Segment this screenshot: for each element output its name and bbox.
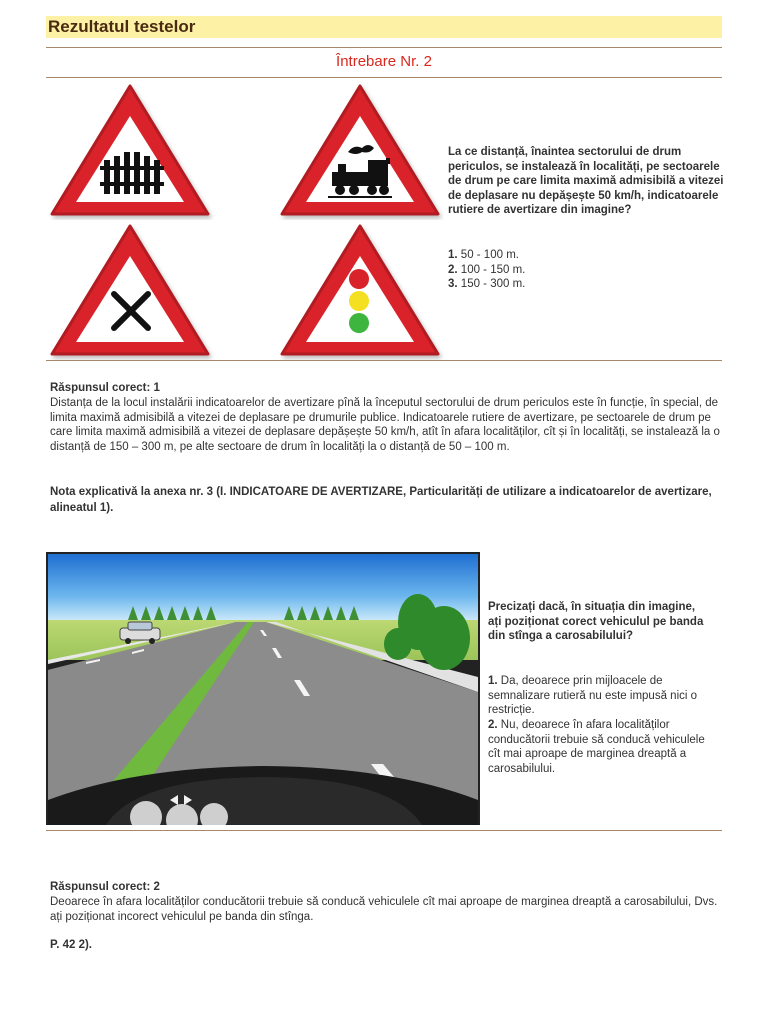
explanation-text: Distanța de la locul instalării indicatoarelor de avertizare pînă la începutul sectorului de drum periculos este în funcție, în special, de limita maximă admisibilă a vitezei de deplasare pe drumurile publice. Indicatoarele rutiere de avertizare, pe sectoarele de drum pe care limita maximă admisibilă a vitezei de deplasare depășește 50 km/h, atît în afara localităților, cît și în localități, se instalează la o distanță de 150 – 300 m, pe alte sectoare de drum în localități la o distanță de 50 – 100 m.: [50, 397, 720, 453]
railway-crossing-without-barrier-sign: [276, 80, 444, 220]
question-text: Precizați dacă, în situația din imagine, ați poziționat corect vehiculul pe banda din stînga a carosabilului?: [488, 601, 704, 643]
road-scene-image: [46, 552, 480, 825]
explanatory-note: P. 42 2).: [50, 939, 92, 951]
intersection-sign: [46, 220, 214, 360]
answer-option: 2. 100 - 150 m.: [448, 263, 526, 276]
correct-answer-label: Răspunsul corect: 2: [50, 881, 160, 893]
divider: [46, 360, 722, 361]
divider: [46, 77, 722, 78]
divider: [46, 830, 722, 831]
header-bar: [46, 16, 722, 38]
answer-option: 1. Da, deoarece prin mijloacele de semnalizare rutieră nu este impusă nici o restricție.: [488, 675, 698, 717]
railway-crossing-with-barrier-sign: [46, 80, 214, 220]
answer-option: 1. 50 - 100 m.: [448, 249, 519, 261]
traffic-light-sign: [276, 220, 444, 360]
correct-answer-label: Răspunsul corect: 1: [50, 382, 160, 394]
page-title: Rezultatul testelor: [48, 17, 196, 36]
answer-option: 2. Nu, deoarece în afara localităților conducătorii trebuie să conducă vehiculele cît mai aproape de marginea dreaptă a carosabilului.: [488, 719, 705, 775]
answer-list: [448, 248, 525, 292]
question-text: La ce distanță, înaintea sectorului de drum periculos, se instalează în localități, pe sectoarele de drum pe care limita maximă admisibilă a vitezei de deplasare nu depășește 50 km/h, indicatoarele rutiere de avertizare din imagine?: [448, 146, 724, 217]
divider: [46, 47, 722, 48]
answer-option: 3. 150 - 300 m.: [448, 278, 526, 291]
explanation-text: Deoarece în afara localităților conducătorii trebuie să conducă vehiculele cît mai aproape de marginea dreaptă a carosabilului, Dvs. ați poziționat incorect vehiculul pe banda din stînga.: [50, 896, 718, 923]
question-title: Întrebare Nr. 2: [336, 53, 432, 70]
explanatory-note: Nota explicativă la anexa nr. 3 (I. INDICATOARE DE AVERTIZARE, Particularități de utilizare a indicatoarelor de avertizare, alineatul 1).: [50, 486, 712, 514]
